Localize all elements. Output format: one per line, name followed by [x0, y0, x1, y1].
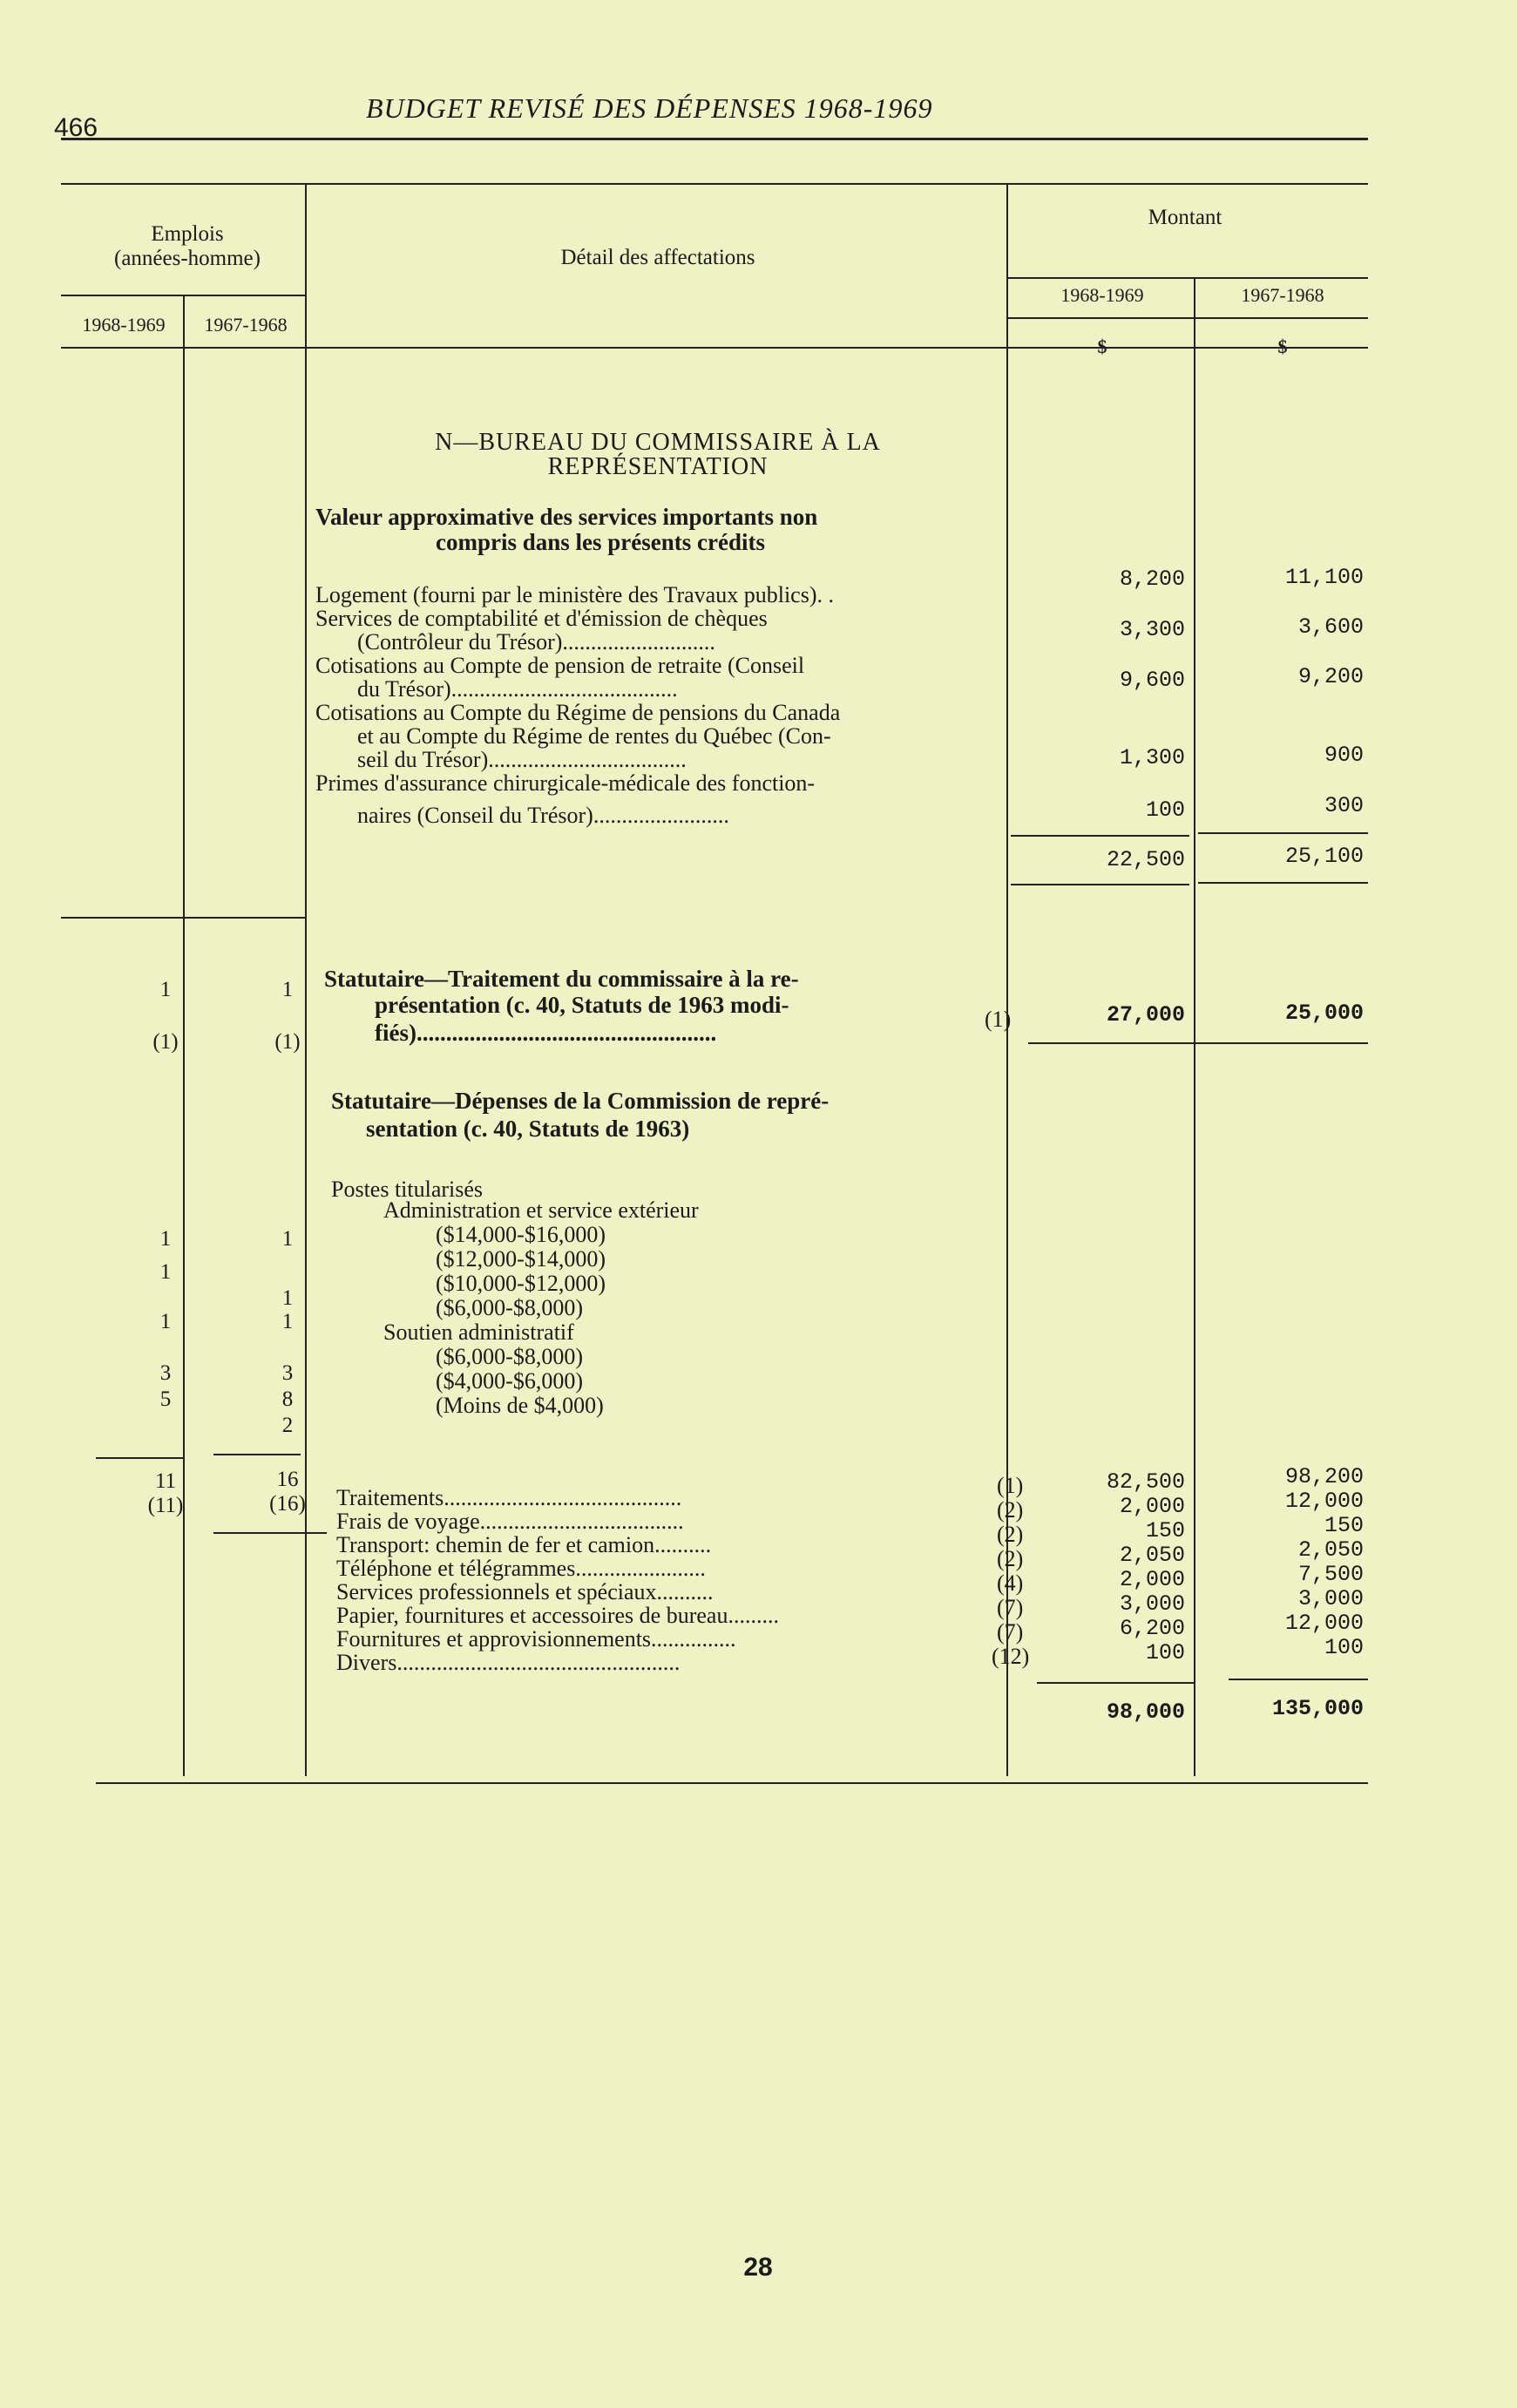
folio-number: 28	[743, 2253, 773, 2282]
expense-item-ref: (4)	[997, 1570, 1024, 1596]
header-rule	[61, 138, 1368, 140]
section-title-2: REPRÉSENTATION	[547, 453, 769, 480]
salary-heading-3: fiés)...................................................	[375, 1020, 717, 1046]
soutien-count-1967: 3	[281, 1361, 294, 1385]
expense-item-ref: (1)	[997, 1473, 1024, 1498]
salary-emplois-1967: 1	[281, 978, 294, 1001]
salary-emplois-1967-paren: (1)	[274, 1030, 301, 1054]
expense-amount-1967: 12,000	[1284, 1489, 1364, 1514]
section-title: N—BUREAU DU COMMISSAIRE À LA	[435, 429, 881, 456]
soutien-range: ($6,000-$8,000)	[436, 1344, 583, 1369]
salary-amount-1968: 27,000	[1106, 1002, 1185, 1028]
expense-item-label: Transport: chemin de fer et camion..........	[336, 1532, 712, 1557]
expense-item-label: Traitements..........................................	[336, 1485, 682, 1510]
amount-1968: 1,300	[1119, 745, 1185, 770]
soutien-count-1967: 8	[281, 1387, 294, 1411]
salary-heading-2: présentation (c. 40, Statuts de 1963 modi-	[375, 992, 789, 1018]
soutien-count-1968: 3	[159, 1361, 172, 1385]
services-line: Cotisations au Compte de pension de retraite (Conseil	[315, 653, 805, 678]
expense-amount-1968: 82,500	[1106, 1469, 1185, 1495]
salary-amount-1967: 25,000	[1284, 1001, 1364, 1026]
soutien-range: ($4,000-$6,000)	[436, 1368, 583, 1394]
services-line: Primes d'assurance chirurgicale-médicale des fonction-	[315, 770, 816, 796]
currency-1967: $	[1277, 336, 1288, 357]
running-title: BUDGET REVISÉ DES DÉPENSES 1968-1969	[366, 92, 933, 124]
expense-amount-1968: 100	[1145, 1640, 1185, 1665]
admin-count-1968: 1	[159, 1310, 172, 1333]
column-header-bottom-rule	[61, 347, 1368, 349]
admin-count-1967: 1	[281, 1227, 294, 1251]
soutien-label: Soutien administratif	[383, 1319, 574, 1345]
services-total-rule-1968	[1011, 884, 1189, 885]
amount-1967: 3,600	[1297, 614, 1364, 640]
table-bottom-rule	[96, 1782, 1368, 1784]
soutien-count-1967: 2	[281, 1414, 294, 1437]
expense-amount-1967: 100	[1324, 1635, 1364, 1660]
expense-item-ref: (2)	[997, 1546, 1024, 1571]
services-heading-2: compris dans les présents crédits	[436, 529, 765, 555]
soutien-range: (Moins de $4,000)	[436, 1393, 604, 1418]
montant-header: Montant	[1148, 206, 1222, 229]
amount-1967: 11,100	[1284, 565, 1364, 590]
services-line: et au Compte du Régime de rentes du Québec (Con-	[357, 723, 831, 749]
expense-item-label: Divers..................................................	[336, 1650, 681, 1675]
expenses-heading-2: sentation (c. 40, Statuts de 1963)	[366, 1116, 690, 1142]
expense-item-ref: (2)	[997, 1522, 1024, 1547]
amount-1968: 100	[1145, 797, 1185, 823]
soutien-count-1968: 5	[159, 1387, 172, 1411]
services-line: du Trésor)........................................	[357, 676, 678, 702]
expense-amount-1967: 7,500	[1297, 1562, 1364, 1587]
expense-amount-1968: 6,200	[1119, 1616, 1185, 1641]
services-heading: Valeur approximative des services importants non	[315, 504, 818, 530]
page-number: 466	[54, 113, 98, 142]
expenses-emplois-total-1967: 16	[276, 1468, 299, 1491]
admin-count-1967: 1	[281, 1310, 294, 1333]
admin-range: ($6,000-$8,000)	[436, 1295, 583, 1320]
salary-heading: Statutaire—Traitement du commissaire à la re-	[324, 966, 799, 992]
amount-1968: 8,200	[1119, 566, 1185, 592]
table-top-rule	[61, 183, 1368, 185]
expense-item-label: Services professionnels et spéciaux..........	[336, 1579, 714, 1604]
expense-item-label: Téléphone et télégrammes.......................	[336, 1556, 706, 1581]
expense-amount-1968: 150	[1145, 1518, 1185, 1543]
montant-year-1968: 1968-1969	[1060, 284, 1144, 306]
expense-amount-1968: 2,000	[1119, 1567, 1185, 1592]
admin-count-1967: 1	[281, 1286, 294, 1310]
expenses-emplois-total-1968-paren: (11)	[147, 1494, 184, 1517]
expense-amount-1967: 150	[1324, 1513, 1364, 1538]
expenses-grand-total-1967: 135,000	[1271, 1696, 1364, 1721]
amount-1967: 900	[1324, 743, 1364, 768]
postes-label: Postes titularisés	[331, 1177, 484, 1202]
amount-1968: 3,300	[1119, 617, 1185, 642]
expense-amount-1967: 2,050	[1297, 1537, 1364, 1563]
expenses-subtotal-rule-1967	[1229, 1679, 1368, 1680]
emplois-header: Emplois	[151, 222, 224, 246]
services-line: naires (Conseil du Trésor)........................	[357, 803, 729, 828]
emplois-subtotal-rule-1968	[96, 1457, 183, 1459]
amount-1967: 9,200	[1297, 664, 1364, 689]
emplois-separator	[61, 917, 305, 919]
admin-count-1968: 1	[159, 1260, 172, 1284]
emplois-year-1967: 1967-1968	[204, 314, 288, 336]
expense-item-ref: (12)	[992, 1644, 1030, 1669]
expense-item-ref: (2)	[997, 1497, 1024, 1523]
montant-year-1967: 1967-1968	[1241, 284, 1324, 306]
services-line: seil du Trésor)...................................	[357, 747, 687, 772]
expenses-subtotal-rule-1968	[1037, 1682, 1194, 1684]
emplois-header-sub: (années-homme)	[114, 247, 261, 270]
expenses-grand-total-1968: 98,000	[1106, 1699, 1185, 1725]
amount-1968: 9,600	[1119, 668, 1185, 693]
expense-item-ref: (7)	[997, 1595, 1024, 1620]
expense-amount-1968: 2,050	[1119, 1543, 1185, 1568]
services-line: (Contrôleur du Trésor)...........................	[357, 629, 715, 655]
expenses-emplois-total-1967-paren: (16)	[269, 1492, 306, 1516]
admin-label: Administration et service extérieur	[383, 1197, 699, 1223]
salary-rule	[1028, 1042, 1368, 1044]
expenses-emplois-total-1968: 11	[154, 1469, 177, 1493]
amount-1967: 300	[1324, 793, 1364, 818]
expense-item-label: Fournitures et approvisionnements...............	[336, 1626, 736, 1652]
expense-amount-1968: 3,000	[1119, 1591, 1185, 1617]
salary-ref: (1)	[985, 1007, 1012, 1032]
services-line: Cotisations au Compte du Régime de pensions du Canada	[315, 700, 841, 725]
expense-item-ref: (7)	[997, 1619, 1024, 1645]
emplois-subtotal-rule-1967	[213, 1454, 301, 1455]
expense-amount-1967: 3,000	[1297, 1586, 1364, 1611]
salary-emplois-1968-paren: (1)	[152, 1030, 179, 1054]
services-line: Logement (fourni par le ministère des Travaux publics). .	[315, 582, 834, 607]
services-total-1968: 22,500	[1106, 847, 1185, 872]
currency-1968: $	[1097, 336, 1107, 357]
services-subtotal-rule-1968	[1011, 835, 1189, 837]
montant-header-rule	[1006, 277, 1368, 279]
expense-amount-1967: 98,200	[1284, 1464, 1364, 1489]
expenses-heading: Statutaire—Dépenses de la Commission de repré-	[331, 1088, 830, 1114]
emplois-year-1968: 1968-1969	[82, 314, 166, 336]
admin-range: ($10,000-$12,000)	[436, 1271, 606, 1296]
expense-amount-1967: 12,000	[1284, 1611, 1364, 1636]
expense-item-label: Frais de voyage....................................	[336, 1509, 684, 1534]
admin-range: ($12,000-$14,000)	[436, 1246, 606, 1272]
expense-item-label: Papier, fournitures et accessoires de bureau.........	[336, 1603, 779, 1628]
montant-years-rule	[1006, 317, 1368, 319]
services-total-rule-1967	[1198, 882, 1368, 884]
services-line: Services de comptabilité et d'émission de chèques	[315, 606, 768, 631]
services-total-1967: 25,100	[1284, 844, 1364, 869]
emplois-total-rule	[213, 1532, 327, 1534]
detail-header: Détail des affectations	[560, 246, 755, 269]
admin-range: ($14,000-$16,000)	[436, 1222, 606, 1247]
expense-amount-1968: 2,000	[1119, 1494, 1185, 1519]
salary-emplois-1968: 1	[159, 978, 172, 1001]
admin-count-1968: 1	[159, 1227, 172, 1251]
services-subtotal-rule-1967	[1198, 832, 1368, 834]
